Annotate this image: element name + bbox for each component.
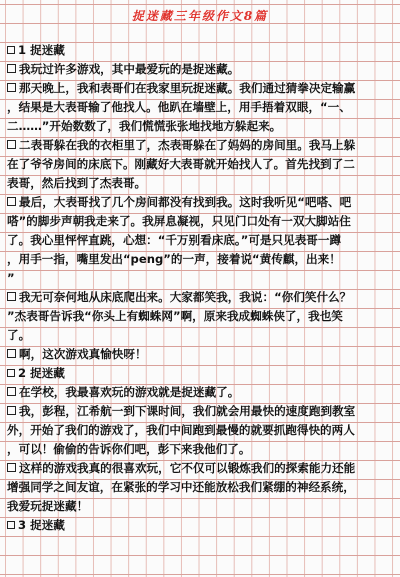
checkbox-icon [7, 406, 16, 415]
paragraph-line: 我玩过许多游戏，其中最爱玩的是捉迷藏。 [7, 60, 393, 79]
checkbox-icon [7, 387, 16, 396]
section-heading: 3 捉迷藏 [7, 516, 393, 535]
checkbox-icon [7, 292, 16, 301]
paragraph-line: 那天晚上，我和表哥们在我家里玩捉迷藏。我们通过猜拳决定输赢 [7, 79, 393, 98]
paragraph-line: 在了爷爷房间的床底下。刚藏好大表哥就开始找人了。首先找到了二 [7, 157, 355, 171]
paragraph-line: 了。我心里怦怦直跳，心想：“千万别看床底。”可是只见表哥一蹲 [7, 233, 342, 247]
paragraph-line: ”杰表哥告诉我“你头上有蜘蛛网”啊，原来我成蜘蛛侠了，我也笑 [7, 309, 343, 323]
paragraph-line: 最后，大表哥找了几个房间都没有找到我。这时我听见“吧嗒、吧 [7, 193, 393, 212]
section-heading: 2 捉迷藏 [7, 364, 393, 383]
paragraph-line: 增强同学之间友谊，在紧张的学习中还能放松我们紧绷的神经系统， [7, 480, 355, 494]
paragraph-line: 啊，这次游戏真愉快呀！ [7, 345, 393, 364]
checkbox-icon [7, 463, 16, 472]
checkbox-icon [7, 521, 15, 529]
section-heading: 1 捉迷藏 [7, 41, 393, 60]
document-title: 捉迷藏三年级作文8篇 [131, 9, 269, 23]
checkbox-icon [7, 140, 16, 149]
paragraph-line: 我爱玩捉迷藏！ [7, 499, 89, 513]
paragraph-line: ” [7, 271, 15, 285]
paragraph-line: ，结果是大表哥输了他找人。他趴在墙壁上，用手捂着双眼，“一、 [7, 100, 351, 114]
paragraph-line: 我无可奈何地从床底爬出来。大家都笑我，我说：“你们笑什么？ [7, 288, 393, 307]
checkbox-icon [7, 46, 15, 54]
checkbox-icon [7, 83, 16, 92]
paragraph-line: 二表哥躲在我的衣柜里了，杰表哥躲在了妈妈的房间里。我马上躲 [7, 136, 393, 155]
paragraph-line: 二……”开始数数了，我们慌慌张张地找地方躲起来。 [7, 119, 282, 133]
checkbox-icon [7, 349, 16, 358]
paragraph-line: 表哥，然后找到了杰表哥。 [7, 176, 147, 190]
paragraph-line: 在学校，我最喜欢玩的游戏就是捉迷藏了。 [7, 383, 393, 402]
checkbox-icon [7, 197, 16, 206]
paragraph-line: 外，开始了我们的游戏了，我们中间跑到最慢的就要抓跑得快的两人 [7, 423, 355, 437]
paragraph-line: 了。 [7, 328, 31, 342]
checkbox-icon [7, 369, 15, 377]
paragraph-line: ，可以！偷偷的告诉你们吧，彭下来我他们了。 [7, 442, 251, 456]
checkbox-icon [7, 64, 16, 73]
paragraph-line: 我，彭程，江希航一到下课时间，我们就会用最快的速度跑到教室 [7, 402, 393, 421]
paragraph-line: ，用手一指，嘴里发出“peng”的一声，接着说“黄传麒，出来！ [7, 252, 341, 266]
paragraph-line: 这样的游戏我真的很喜欢玩，它不仅可以锻炼我们的探索能力还能 [7, 459, 393, 478]
essay-body [7, 41, 393, 535]
paragraph-line: 嗒”的脚步声朝我走来了。我屏息凝视，只见门口处有一双大脚站住 [7, 214, 351, 228]
